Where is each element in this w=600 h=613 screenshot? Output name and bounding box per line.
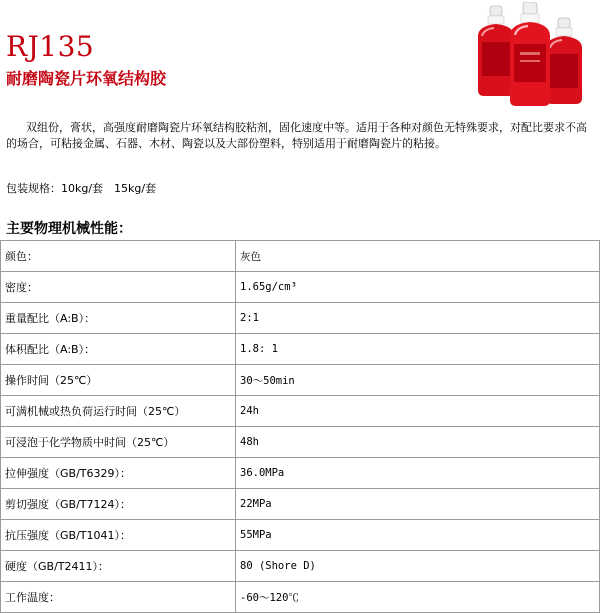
table-row bbox=[1, 520, 600, 551]
property-value: 80 (Shore D) bbox=[236, 551, 600, 582]
property-value: 24h bbox=[236, 396, 600, 427]
product-model: RJ135 bbox=[6, 30, 95, 63]
property-label: 工作温度： bbox=[1, 582, 236, 613]
table-row bbox=[1, 334, 600, 365]
property-label: 抗压强度（GB/T1041）： bbox=[1, 520, 236, 551]
property-value: 55MPa bbox=[236, 520, 600, 551]
property-value: 48h bbox=[236, 427, 600, 458]
properties-table bbox=[0, 240, 600, 613]
property-label: 颜色： bbox=[1, 241, 236, 272]
table-row bbox=[1, 396, 600, 427]
property-value: -60～120℃ bbox=[236, 582, 600, 613]
property-label: 硬度（GB/T2411）： bbox=[1, 551, 236, 582]
section-title: 主要物理机械性能： bbox=[6, 221, 132, 237]
table-row bbox=[1, 272, 600, 303]
property-value: 36.0MPa bbox=[236, 458, 600, 489]
property-value: 1.8: 1 bbox=[236, 334, 600, 365]
table-row bbox=[1, 582, 600, 613]
product-name: 耐磨陶瓷片环氧结构胶 bbox=[6, 69, 167, 88]
table-row bbox=[1, 427, 600, 458]
product-description: 双组份，膏状，高强度耐磨陶瓷片环氧结构胶粘剂，固化速度中等。适用于各种对颜色无特殊要求，对配比要求不高的场合，可粘接金属、石器、木材、陶瓷以及大部份塑料，特别适用于耐磨陶瓷片的粘接。 bbox=[6, 121, 587, 150]
table-row bbox=[1, 303, 600, 334]
product-header bbox=[0, 0, 600, 110]
property-label: 拉伸强度（GB/T6329）： bbox=[1, 458, 236, 489]
property-value: 22MPa bbox=[236, 489, 600, 520]
property-label: 重量配比（A:B）： bbox=[1, 303, 236, 334]
property-label: 可浸泡于化学物质中时间（25℃） bbox=[1, 427, 236, 458]
property-value: 2:1 bbox=[236, 303, 600, 334]
property-label: 可满机械或热负荷运行时间（25℃） bbox=[1, 396, 236, 427]
table-row bbox=[1, 551, 600, 582]
table-row bbox=[1, 365, 600, 396]
table-row bbox=[1, 489, 600, 520]
property-value: 1.65g/cm³ bbox=[236, 272, 600, 303]
property-label: 密度： bbox=[1, 272, 236, 303]
property-value: 30～50min bbox=[236, 365, 600, 396]
property-label: 剪切强度（GB/T7124）： bbox=[1, 489, 236, 520]
property-label: 操作时间（25℃） bbox=[1, 365, 236, 396]
table-row bbox=[1, 458, 600, 489]
property-label: 体积配比（A:B）： bbox=[1, 334, 236, 365]
packing-spec: 包装规格：10kg/套 15kg/套 bbox=[6, 182, 157, 195]
table-row bbox=[1, 241, 600, 272]
property-value: 灰色 bbox=[236, 241, 600, 272]
adhesive-bottles-image bbox=[470, 2, 600, 108]
